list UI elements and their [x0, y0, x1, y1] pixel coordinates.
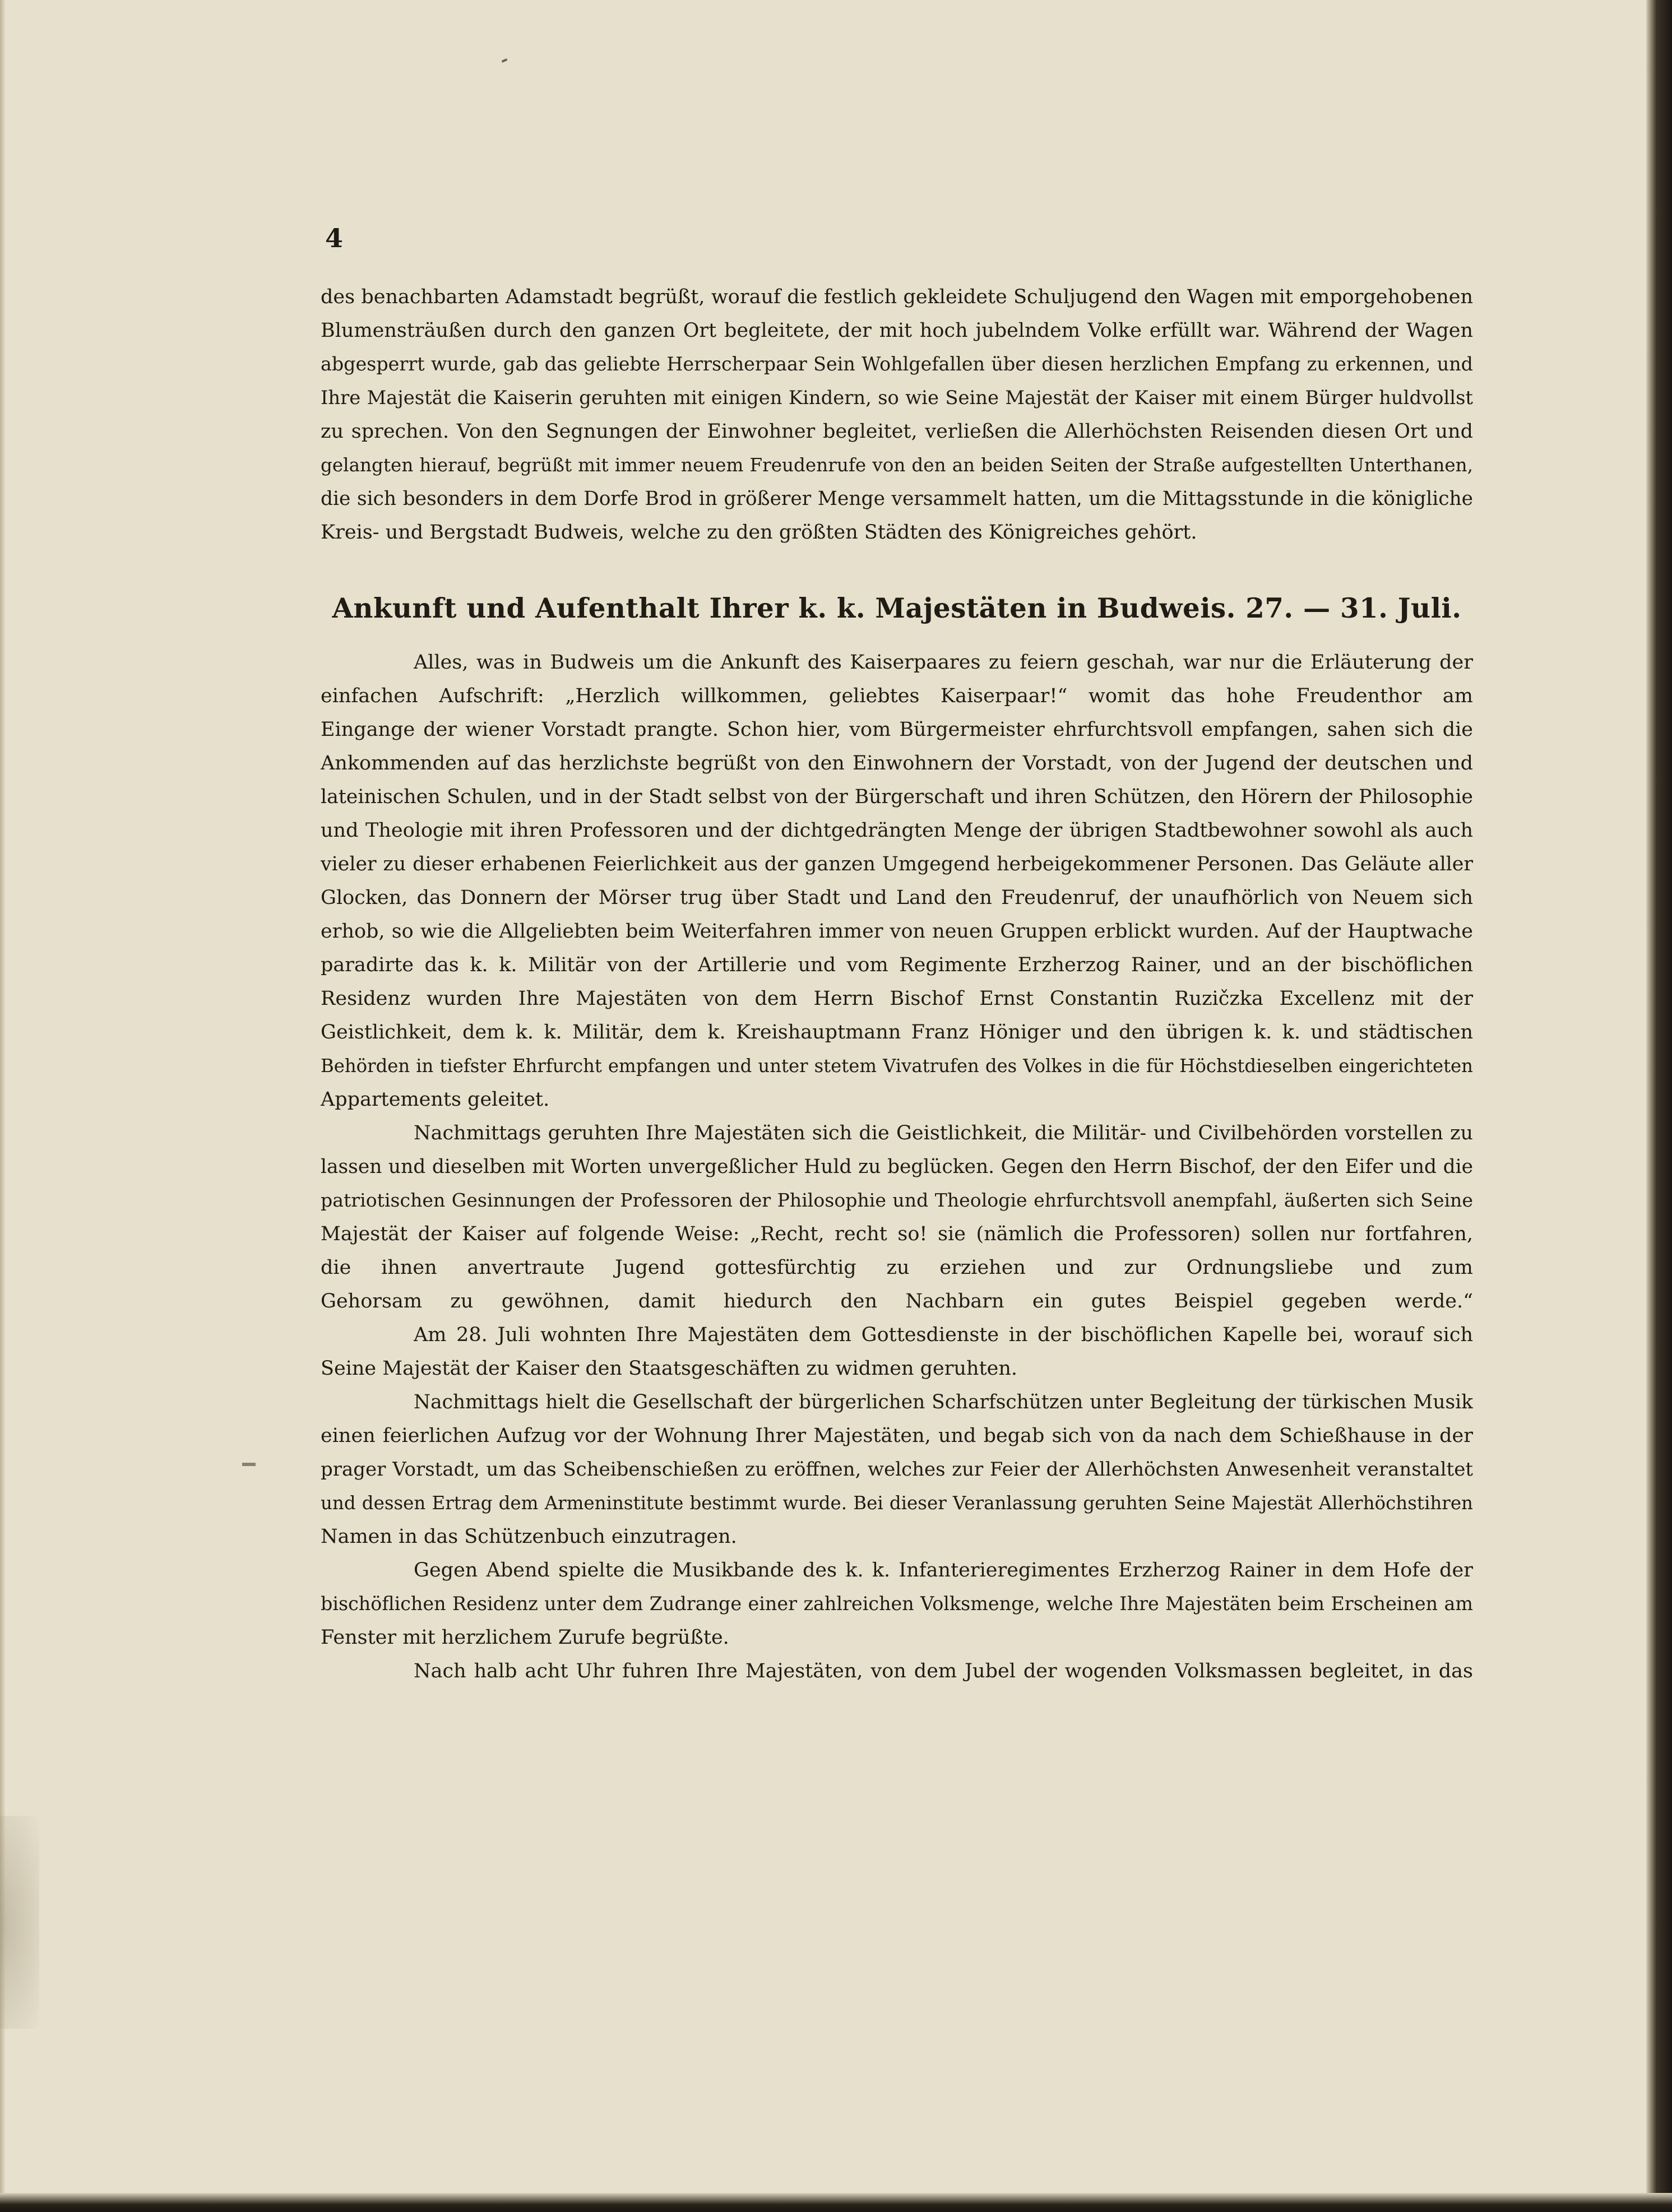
text-line: die sich besonders in dem Dorfe Brod in größerer Menge versammelt hatten, um die Mittagsstunde in die königliche [321, 488, 1473, 510]
text-line: Glocken, das Donnern der Mörser trug über Stadt und Land den Freudenruf, der unaufhörlich von Neuem sich [321, 887, 1473, 909]
page-bottom-edge-shadow [0, 2193, 1672, 2212]
text-line: Am 28. Juli wohnten Ihre Majestäten dem Gottesdienste in der bischöflichen Kapelle bei, worauf sich [414, 1324, 1473, 1346]
text-line: Appartements geleitet. [321, 1088, 550, 1111]
paragraph-1 [321, 280, 1473, 549]
paragraph-3 [321, 1116, 1473, 1318]
text-line: Gehorsam zu gewöhnen, damit hiedurch den Nachbarn ein gutes Beispiel gegeben werde.“ [321, 1290, 1473, 1313]
text-line: die ihnen anvertraute Jugend gottesfürchtig zu erziehen und zur Ordnungsliebe und zum [321, 1256, 1473, 1279]
text-line: lassen und dieselben mit Worten unvergeßlicher Huld zu beglücken. Gegen den Herrn Bischof, der den Eifer und die [321, 1156, 1473, 1178]
text-line: gelangten hierauf, begrüßt mit immer neuem Freudenrufe von den an beiden Seiten der Straße aufgestellten Unterthanen, [321, 455, 1473, 476]
text-line: des benachbarten Adamstadt begrüßt, worauf die festlich gekleidete Schuljugend den Wagen mit emporgehobenen [321, 286, 1473, 308]
text-line: Gegen Abend spielte die Musikbande des k. k. Infanterieregimentes Erzherzog Rainer in dem Hofe der [414, 1559, 1473, 1582]
text-line: Eingange der wiener Vorstadt prangte. Schon hier, vom Bürgermeister ehrfurchtsvoll empfangen, sahen sich die [321, 718, 1473, 741]
text-line: einen feierlichen Aufzug vor der Wohnung Ihrer Majestäten, und begab sich von da nach dem Schießhause in der [321, 1425, 1473, 1447]
text-line: prager Vorstadt, um das Scheibenschießen zu eröffnen, welches zur Feier der Allerhöchsten Anwesenheit veranstaltet [321, 1458, 1473, 1481]
text-line: Nach halb acht Uhr fuhren Ihre Majestäten, von dem Jubel der wogenden Volksmassen begleitet, in das [414, 1660, 1473, 1682]
section-heading: Ankunft und Aufenthalt Ihrer k. k. Majestäten in Budweis. 27. — 31. Juli. [332, 593, 1462, 624]
paragraph-2 [321, 646, 1473, 1116]
text-line: Nachmittags geruhten Ihre Majestäten sich die Geistlichkeit, die Militär- und Civilbehörden vorstellen zu [414, 1122, 1473, 1144]
text-line: zu sprechen. Von den Segnungen der Einwohner begleitet, verließen die Allerhöchsten Reisenden diesen Ort und [321, 420, 1473, 443]
text-line: einfachen Aufschrift: „Herzlich willkommen, geliebtes Kaiserpaar!“ womit das hohe Freudenthor am [321, 685, 1473, 707]
text-line: vieler zu dieser erhabenen Feierlichkeit aus der ganzen Umgegend herbeigekommener Personen. Das Geläute aller [321, 853, 1473, 875]
text-line: Majestät der Kaiser auf folgende Weise: „Recht, recht so! sie (nämlich die Professoren) sollen nur fortfahren, [321, 1223, 1473, 1245]
paragraph-6 [321, 1553, 1473, 1654]
text-line: bischöflichen Residenz unter dem Zudrange einer zahlreichen Volksmenge, welche Ihre Majestäten beim Erscheinen am [321, 1593, 1473, 1615]
page-number: 4 [325, 223, 344, 253]
text-line: Fenster mit herzlichem Zurufe begrüßte. [321, 1626, 729, 1649]
text-line: Geistlichkeit, dem k. k. Militär, dem k. Kreishauptmann Franz Höniger und den übrigen k. k. und städtischen [321, 1021, 1473, 1044]
text-line: Namen in das Schützenbuch einzutragen. [321, 1525, 737, 1548]
body-text [321, 280, 1473, 1688]
page-right-edge-shadow [1646, 0, 1672, 2212]
text-line: Seine Majestät der Kaiser den Staatsgeschäften zu widmen geruhten. [321, 1357, 1018, 1380]
text-line: Alles, was in Budweis um die Ankunft des Kaiserpaares zu feiern geschah, war nur die Erläuterung der [414, 651, 1473, 674]
text-line: und dessen Ertrag dem Armeninstitute bestimmt wurde. Bei dieser Veranlassung geruhten Seine Majestät Allerhöchstihren [321, 1492, 1473, 1514]
ink-speck [502, 58, 508, 63]
text-line: Nachmittags hielt die Gesellschaft der bürgerlichen Scharfschützen unter Begleitung der türkischen Musik [414, 1391, 1473, 1413]
text-line: Behörden in tiefster Ehrfurcht empfangen und unter stetem Vivatrufen des Volkes in die für Höchstdieselben eingerichteten [321, 1055, 1473, 1077]
paragraph-4 [321, 1318, 1473, 1385]
text-line: lateinischen Schulen, und in der Stadt selbst von der Bürgerschaft und ihren Schützen, den Hörern der Philosophie [321, 786, 1473, 808]
text-line: Ihre Majestät die Kaiserin geruhten mit einigen Kindern, so wie Seine Majestät der Kaiser mit einem Bürger huldvollst [321, 387, 1473, 409]
paper-stain [0, 1816, 39, 2029]
paragraph-7 [321, 1654, 1473, 1688]
text-line: paradirte das k. k. Militär von der Artillerie und vom Regimente Erzherzog Rainer, und an der bischöflichen [321, 954, 1473, 976]
text-line: Residenz wurden Ihre Majestäten von dem Herrn Bischof Ernst Constantin Ruzičzka Excellenz mit der [321, 987, 1473, 1010]
text-line: Blumensträußen durch den ganzen Ort begleitete, der mit hoch jubelndem Volke erfüllt war. Während der Wagen [321, 319, 1473, 342]
paragraph-5 [321, 1385, 1473, 1553]
text-line: erhob, so wie die Allgeliebten beim Weiterfahren immer von neuen Gruppen erblickt wurden. Auf der Hauptwache [321, 920, 1473, 943]
text-line: abgesperrt wurde, gab das geliebte Herrscherpaar Sein Wohlgefallen über diesen herzlichen Empfang zu erkennen, und [321, 353, 1473, 375]
text-line: patriotischen Gesinnungen der Professoren der Philosophie und Theologie ehrfurchtsvoll anempfahl, äußerten sich Seine [321, 1189, 1473, 1211]
text-line: und Theologie mit ihren Professoren und der dichtgedrängten Menge der übrigen Stadtbewohner sowohl als auch [321, 819, 1473, 842]
text-line: Ankommenden auf das herzlichste begrüßt von den Einwohnern der Vorstadt, von der Jugend der deutschen und [321, 752, 1473, 775]
ink-speck [242, 1463, 256, 1466]
text-line: Kreis- und Bergstadt Budweis, welche zu den größten Städten des Königreiches gehört. [321, 521, 1197, 544]
